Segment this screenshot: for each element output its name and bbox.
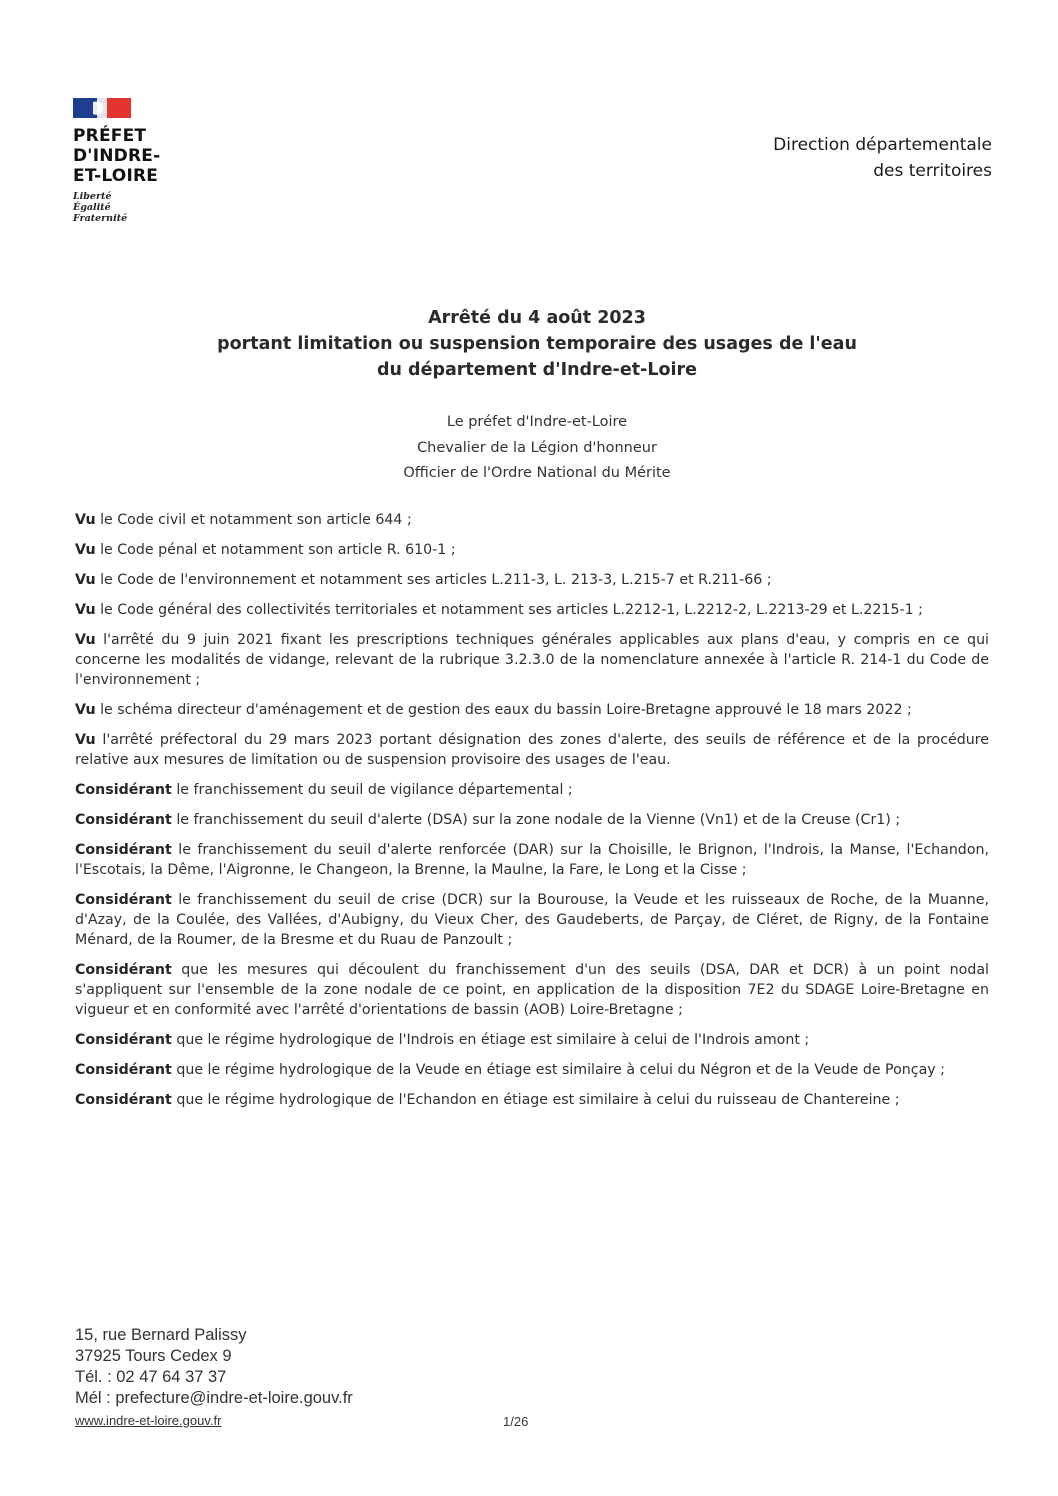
document-title bbox=[120, 305, 954, 383]
page-number: 1/26 bbox=[503, 1414, 529, 1429]
paragraph-text: le Code de l'environnement et notamment ses articles L.211-3, L. 213-3, L.215-7 et R.211-66 ; bbox=[95, 572, 772, 588]
paragraph-lead: Considérant bbox=[75, 1092, 172, 1108]
paragraph-text: l'arrêté préfectoral du 29 mars 2023 portant désignation des zones d'alerte, des seuils de référence et de la procédure relative aux mesures de limitation ou de suspension provisoire des usages de l'eau. bbox=[75, 732, 989, 768]
paragraph-text: l'arrêté du 9 juin 2021 fixant les prescriptions techniques générales applicables aux plans d'eau, y compris en ce qui concerne les modalités de vidange, relevant de la rubrique 3.2.3.0 de la nomenclature annexée à l'article R. 214-1 du Code de l'environnement ; bbox=[75, 632, 989, 688]
visa-paragraph bbox=[75, 510, 989, 530]
paragraph-text: le schéma directeur d'aménagement et de gestion des eaux du bassin Loire-Bretagne approuvé le 18 mars 2022 ; bbox=[95, 702, 912, 718]
paragraph-lead: Vu bbox=[75, 572, 96, 588]
authority-line: Le préfet d'Indre-et-Loire bbox=[446, 414, 628, 430]
paragraph-lead: Vu bbox=[75, 512, 96, 528]
motto-line: Liberté bbox=[73, 191, 112, 202]
issuing-direction bbox=[773, 132, 992, 184]
website-link[interactable]: www.indre-et-loire.gouv.fr bbox=[75, 1413, 222, 1428]
visa-paragraph bbox=[75, 600, 989, 620]
direction-line: des territoires bbox=[873, 161, 992, 181]
direction-line: Direction départementale bbox=[773, 135, 992, 155]
authority-block bbox=[120, 410, 954, 487]
paragraph-text: le franchissement du seuil d'alerte (DSA) sur la zone nodale de la Vienne (Vn1) et de la Creuse (Cr1) ; bbox=[171, 812, 901, 828]
paragraph-lead: Considérant bbox=[75, 1062, 172, 1078]
considerant-paragraph bbox=[75, 1060, 989, 1080]
paragraph-text: le Code pénal et notamment son article R. 610-1 ; bbox=[95, 542, 456, 558]
paragraph-lead: Vu bbox=[75, 702, 96, 718]
paragraph-text: que le régime hydrologique de l'Echandon en étiage est similaire à celui du ruisseau de Chantereine ; bbox=[171, 1092, 900, 1108]
paragraph-text: le franchissement du seuil de vigilance départemental ; bbox=[171, 782, 573, 798]
prefecture-logo bbox=[73, 98, 233, 224]
considerant-paragraph bbox=[75, 960, 989, 1020]
considerant-paragraph bbox=[75, 890, 989, 950]
paragraph-lead: Considérant bbox=[75, 812, 172, 828]
footer-address bbox=[75, 1325, 353, 1409]
paragraph-lead: Considérant bbox=[75, 892, 172, 908]
authority-line: Chevalier de la Légion d'honneur bbox=[417, 439, 657, 456]
marianne-flag-icon bbox=[73, 98, 131, 118]
visa-paragraph bbox=[75, 700, 989, 720]
visa-paragraph bbox=[75, 570, 989, 590]
paragraph-text: que les mesures qui découlent du franchissement d'un des seuils (DSA, DAR et DCR) à un point nodal s'appliquent sur l'ensemble de la zone nodale de ce point, en application de la disposition 7E2 du SDAGE Loire-Bretagne en vigueur et en conformité avec l'arrêté d'orientations de bassin (AOB) Loire-Bretagne ; bbox=[75, 962, 989, 1018]
email-line: Mél : prefecture@indre-et-loire.gouv.fr bbox=[75, 1389, 353, 1407]
visa-paragraph bbox=[75, 630, 989, 690]
considerant-paragraph bbox=[75, 780, 989, 800]
address-line: 15, rue Bernard Palissy bbox=[75, 1326, 247, 1344]
paragraph-lead: Vu bbox=[75, 542, 96, 558]
paragraph-lead: Considérant bbox=[75, 842, 172, 858]
considerant-paragraph bbox=[75, 1090, 989, 1110]
flag-red-band bbox=[107, 98, 131, 118]
title-line: du département d'Indre-et-Loire bbox=[376, 360, 697, 380]
paragraph-text: le franchissement du seuil de crise (DCR) sur la Bourouse, la Veude et les ruisseaux de Roche, de la Muanne, d'Azay, de la Coulée, des Vallées, d'Aubigny, du Vieux Cher, des Gaudeberts, de Parçay, de Cléret, de Rigny, de la Fontaine Ménard, de la Roumer, de la Bresme et du Ruau de Panzoult ; bbox=[75, 892, 989, 948]
paragraph-text: le franchissement du seuil d'alerte renforcée (DAR) sur la Choisille, le Brignon, l'Indrois, la Manse, l'Echandon, l'Escotais, la Dême, l'Aigronne, le Changeon, la Brenne, la Maulne, la Fare, le Long et la Cisse ; bbox=[75, 842, 989, 878]
paragraph-lead: Vu bbox=[75, 632, 96, 648]
paragraph-text: que le régime hydrologique de la Veude en étiage est similaire à celui du Négron et de la Veude de Ponçay ; bbox=[171, 1062, 945, 1078]
prefet-line: D'INDRE- bbox=[73, 146, 161, 166]
considerant-paragraph bbox=[75, 1030, 989, 1050]
prefet-line: ET-LOIRE bbox=[73, 166, 159, 186]
paragraph-lead: Considérant bbox=[75, 1032, 172, 1048]
motto-line: Égalité bbox=[73, 202, 111, 213]
title-line: portant limitation ou suspension temporaire des usages de l'eau bbox=[217, 334, 857, 354]
paragraph-text: le Code civil et notamment son article 644 ; bbox=[95, 512, 412, 528]
prefet-name bbox=[73, 126, 233, 186]
document-body bbox=[75, 510, 989, 1120]
considerant-paragraph bbox=[75, 840, 989, 880]
address-line: 37925 Tours Cedex 9 bbox=[75, 1347, 232, 1365]
visa-paragraph bbox=[75, 730, 989, 770]
paragraph-lead: Vu bbox=[75, 602, 96, 618]
prefet-line: PRÉFET bbox=[73, 126, 147, 146]
visa-paragraph bbox=[75, 540, 989, 560]
paragraph-text: que le régime hydrologique de l'Indrois en étiage est similaire à celui de l'Indrois amont ; bbox=[171, 1032, 810, 1048]
paragraph-lead: Considérant bbox=[75, 782, 172, 798]
paragraph-lead: Vu bbox=[75, 732, 96, 748]
title-line: Arrêté du 4 août 2023 bbox=[428, 308, 646, 328]
motto-line: Fraternité bbox=[73, 213, 128, 224]
considerant-paragraph bbox=[75, 810, 989, 830]
paragraph-lead: Considérant bbox=[75, 962, 172, 978]
republic-motto bbox=[73, 191, 233, 224]
authority-line: Officier de l'Ordre National du Mérite bbox=[403, 465, 671, 481]
phone-line: Tél. : 02 47 64 37 37 bbox=[75, 1368, 227, 1386]
paragraph-text: le Code général des collectivités territoriales et notamment ses articles L.2212-1, L.2212-2, L.2213-29 et L.2215-1 ; bbox=[95, 602, 923, 618]
